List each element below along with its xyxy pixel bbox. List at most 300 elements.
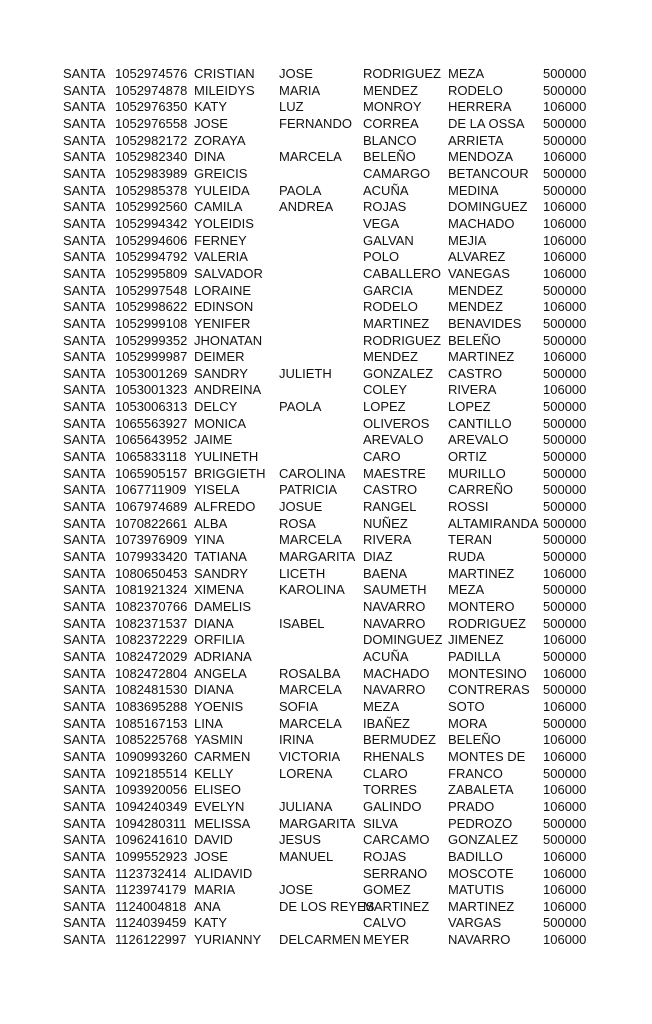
id-number-cell: 1070822661 <box>115 515 188 531</box>
municipality-cell: SANTA <box>63 332 106 348</box>
first-name-cell: YURIANNY <box>194 932 262 948</box>
id-number-cell: 1052999352 <box>115 332 188 348</box>
middle-name-cell: MARCELA <box>279 532 342 548</box>
amount-cell: 500000 <box>543 165 587 181</box>
amount-cell: 500000 <box>543 432 587 448</box>
second-surname-cell: TERAN <box>448 532 493 548</box>
first-surname-cell: NAVARRO <box>363 682 426 698</box>
first-surname-cell: ACUÑA <box>363 182 409 198</box>
municipality-cell: SANTA <box>63 465 106 481</box>
first-surname-cell: DOMINGUEZ <box>363 632 443 648</box>
middle-name-cell: MARCELA <box>279 715 342 731</box>
id-number-cell: 1053001269 <box>115 365 188 381</box>
middle-name-cell: MANUEL <box>279 848 334 864</box>
amount-cell: 106000 <box>543 565 587 581</box>
id-number-cell: 1052992560 <box>115 199 188 215</box>
municipality-cell: SANTA <box>63 648 106 664</box>
first-name-cell: DAMELIS <box>194 599 252 614</box>
municipality-cell: SANTA <box>63 99 106 115</box>
first-surname-cell: CASTRO <box>363 482 418 498</box>
id-number-cell: 1082472029 <box>115 648 188 664</box>
first-name-cell: CARMEN <box>194 748 251 764</box>
amount-cell: 500000 <box>543 599 587 614</box>
first-surname-cell: CALVO <box>363 915 407 931</box>
second-surname-cell: NAVARRO <box>448 932 511 948</box>
middle-name-cell: KAROLINA <box>279 582 345 598</box>
first-surname-cell: DIAZ <box>363 549 393 565</box>
municipality-cell: SANTA <box>63 432 106 448</box>
municipality-cell: SANTA <box>63 199 106 215</box>
first-surname-cell: NAVARRO <box>363 599 426 614</box>
amount-cell: 500000 <box>543 332 587 348</box>
first-surname-cell: MONROY <box>363 99 422 115</box>
second-surname-cell: RODELO <box>448 82 503 98</box>
first-name-cell: KATY <box>194 99 227 115</box>
first-name-cell: YASMIN <box>194 732 243 748</box>
id-number-cell: 1052982172 <box>115 132 188 148</box>
first-surname-cell: NAVARRO <box>363 615 426 631</box>
municipality-cell: SANTA <box>63 932 106 948</box>
amount-cell: 500000 <box>543 815 587 831</box>
first-surname-cell: SILVA <box>363 815 398 831</box>
middle-name-cell: ISABEL <box>279 615 325 631</box>
second-surname-cell: BELEÑO <box>448 332 501 348</box>
first-name-cell: MELISSA <box>194 815 251 831</box>
id-number-cell: 1124004818 <box>115 898 187 914</box>
first-name-cell: VALERIA <box>194 249 248 265</box>
middle-name-cell: ROSA <box>279 515 316 531</box>
amount-cell: 500000 <box>543 365 587 381</box>
middle-name-cell: LUZ <box>279 99 304 115</box>
first-surname-cell: ROJAS <box>363 199 407 215</box>
second-surname-cell: CASTRO <box>448 365 503 381</box>
municipality-cell: SANTA <box>63 882 106 898</box>
second-surname-cell: MOSCOTE <box>448 865 514 881</box>
municipality-cell: SANTA <box>63 815 106 831</box>
second-surname-cell: PRADO <box>448 798 495 814</box>
id-number-cell: 1099552923 <box>115 848 188 864</box>
municipality-cell: SANTA <box>63 715 106 731</box>
id-number-cell: 1065833118 <box>115 449 187 465</box>
first-name-cell: YOLEIDIS <box>194 215 254 231</box>
middle-name-cell: DE LOS REYES <box>279 898 375 914</box>
id-number-cell: 1092185514 <box>115 765 188 781</box>
middle-name-cell: JOSE <box>279 882 313 898</box>
first-surname-cell: RODRIGUEZ <box>363 332 441 348</box>
municipality-cell: SANTA <box>63 865 106 881</box>
amount-cell: 106000 <box>543 665 587 681</box>
first-surname-cell: MAESTRE <box>363 465 426 481</box>
municipality-cell: SANTA <box>63 249 106 265</box>
first-surname-cell: ACUÑA <box>363 648 409 664</box>
first-name-cell: SANDRY <box>194 565 248 581</box>
id-number-cell: 1052974576 <box>115 66 188 81</box>
amount-cell: 500000 <box>543 682 587 698</box>
amount-cell: 106000 <box>543 232 587 248</box>
first-name-cell: MONICA <box>194 415 246 431</box>
municipality-cell: SANTA <box>63 898 106 914</box>
municipality-cell: SANTA <box>63 149 106 165</box>
id-number-cell: 1052999108 <box>115 315 188 331</box>
middle-name-cell: LICETH <box>279 565 326 581</box>
amount-cell: 106000 <box>543 698 587 714</box>
municipality-cell: SANTA <box>63 499 106 515</box>
id-number-cell: 1067711909 <box>115 482 187 498</box>
municipality-cell: SANTA <box>63 349 106 365</box>
first-surname-cell: BAENA <box>363 565 408 581</box>
first-surname-cell: GONZALEZ <box>363 365 434 381</box>
municipality-cell: SANTA <box>63 782 106 798</box>
first-surname-cell: POLO <box>363 249 400 265</box>
middle-name-cell: PAOLA <box>279 399 322 415</box>
second-surname-cell: MARTINEZ <box>448 565 515 581</box>
second-surname-cell: MENDOZA <box>448 149 513 165</box>
amount-cell: 500000 <box>543 832 587 848</box>
first-name-cell: JOSE <box>194 115 228 131</box>
id-number-cell: 1124039459 <box>115 915 187 931</box>
id-number-cell: 1052995809 <box>115 265 188 281</box>
amount-cell: 500000 <box>543 132 587 148</box>
first-name-cell: ANDREINA <box>194 382 262 398</box>
first-name-cell: ALIDAVID <box>194 865 253 881</box>
first-name-cell: YISELA <box>194 482 240 498</box>
first-name-cell: SANDRY <box>194 365 248 381</box>
id-number-cell: 1094240349 <box>115 798 188 814</box>
second-surname-cell: MENDEZ <box>448 299 503 315</box>
amount-cell: 106000 <box>543 798 587 814</box>
first-name-cell: JOSE <box>194 848 228 864</box>
first-surname-cell: RODELO <box>363 299 418 315</box>
first-name-cell: CAMILA <box>194 199 243 215</box>
municipality-cell: SANTA <box>63 765 106 781</box>
second-surname-cell: ARRIETA <box>448 132 504 148</box>
second-surname-cell: CARREÑO <box>448 482 514 498</box>
first-name-cell: XIMENA <box>194 582 244 598</box>
amount-cell: 106000 <box>543 898 587 914</box>
municipality-cell: SANTA <box>63 915 106 931</box>
id-number-cell: 1052994342 <box>115 215 188 231</box>
amount-cell: 500000 <box>543 615 587 631</box>
first-name-cell: DINA <box>194 149 226 165</box>
municipality-cell: SANTA <box>63 848 106 864</box>
id-number-cell: 1065643952 <box>115 432 188 448</box>
first-surname-cell: NUÑEZ <box>363 515 408 531</box>
first-surname-cell: MARTINEZ <box>363 898 430 914</box>
amount-cell: 106000 <box>543 149 587 165</box>
second-surname-cell: RIVERA <box>448 382 497 398</box>
municipality-cell: SANTA <box>63 282 106 298</box>
second-surname-cell: MEDINA <box>448 182 499 198</box>
municipality-cell: SANTA <box>63 415 106 431</box>
middle-name-cell: MARCELA <box>279 149 342 165</box>
first-name-cell: KATY <box>194 915 227 931</box>
municipality-cell: SANTA <box>63 82 106 98</box>
first-name-cell: TATIANA <box>194 549 247 565</box>
second-surname-cell: MEZA <box>448 66 485 81</box>
id-number-cell: 1073976909 <box>115 532 188 548</box>
first-surname-cell: MACHADO <box>363 665 430 681</box>
id-number-cell: 1082481530 <box>115 682 188 698</box>
first-surname-cell: GARCIA <box>363 282 413 298</box>
second-surname-cell: MEZA <box>448 582 485 598</box>
first-surname-cell: CABALLERO <box>363 265 442 281</box>
id-number-cell: 1052994606 <box>115 232 188 248</box>
first-name-cell: YOENIS <box>194 698 244 714</box>
first-surname-cell: IBAÑEZ <box>363 715 410 731</box>
municipality-cell: SANTA <box>63 515 106 531</box>
amount-cell: 106000 <box>543 249 587 265</box>
amount-cell: 500000 <box>543 549 587 565</box>
middle-name-cell: FERNANDO <box>279 115 352 131</box>
municipality-cell: SANTA <box>63 599 106 614</box>
first-surname-cell: GALINDO <box>363 798 422 814</box>
amount-cell: 500000 <box>543 449 587 465</box>
amount-cell: 500000 <box>543 515 587 531</box>
amount-cell: 500000 <box>543 532 587 548</box>
first-surname-cell: CAMARGO <box>363 165 431 181</box>
middle-name-cell: JULIETH <box>279 365 332 381</box>
amount-cell: 106000 <box>543 882 587 898</box>
amount-cell: 106000 <box>543 748 587 764</box>
first-surname-cell: BERMUDEZ <box>363 732 436 748</box>
first-surname-cell: RHENALS <box>363 748 425 764</box>
amount-cell: 500000 <box>543 499 587 515</box>
first-name-cell: ADRIANA <box>194 648 252 664</box>
first-name-cell: LORAINE <box>194 282 252 298</box>
first-name-cell: GREICIS <box>194 165 248 181</box>
municipality-cell: SANTA <box>63 265 106 281</box>
first-surname-cell: COLEY <box>363 382 408 398</box>
municipality-cell: SANTA <box>63 565 106 581</box>
first-surname-cell: GOMEZ <box>363 882 411 898</box>
municipality-cell: SANTA <box>63 549 106 565</box>
first-surname-cell: RIVERA <box>363 532 412 548</box>
first-name-cell: JAIME <box>194 432 233 448</box>
id-number-cell: 1085167153 <box>115 715 188 731</box>
amount-cell: 106000 <box>543 299 587 315</box>
second-surname-cell: ZABALETA <box>448 782 514 798</box>
second-surname-cell: MONTES DE <box>448 748 526 764</box>
second-surname-cell: BADILLO <box>448 848 503 864</box>
first-name-cell: SALVADOR <box>194 265 263 281</box>
id-number-cell: 1083695288 <box>115 698 188 714</box>
first-name-cell: YULEIDA <box>194 182 250 198</box>
middle-name-cell: ANDREA <box>279 199 334 215</box>
municipality-cell: SANTA <box>63 665 106 681</box>
municipality-cell: SANTA <box>63 182 106 198</box>
first-surname-cell: BLANCO <box>363 132 417 148</box>
second-surname-cell: MATUTIS <box>448 882 505 898</box>
second-surname-cell: MACHADO <box>448 215 515 231</box>
municipality-cell: SANTA <box>63 365 106 381</box>
middle-name-cell: PATRICIA <box>279 482 338 498</box>
first-name-cell: ALFREDO <box>194 499 256 515</box>
amount-cell: 106000 <box>543 848 587 864</box>
first-surname-cell: MEZA <box>363 698 400 714</box>
first-surname-cell: OLIVEROS <box>363 415 430 431</box>
first-name-cell: ZORAYA <box>194 132 246 148</box>
amount-cell: 500000 <box>543 415 587 431</box>
second-surname-cell: ALVAREZ <box>448 249 506 265</box>
first-surname-cell: TORRES <box>363 782 417 798</box>
municipality-cell: SANTA <box>63 399 106 415</box>
id-number-cell: 1123732414 <box>115 865 187 881</box>
id-number-cell: 1052982340 <box>115 149 188 165</box>
id-number-cell: 1052976558 <box>115 115 188 131</box>
first-surname-cell: MARTINEZ <box>363 315 430 331</box>
second-surname-cell: BENAVIDES <box>448 315 522 331</box>
first-surname-cell: GALVAN <box>363 232 414 248</box>
middle-name-cell: DELCARMEN <box>279 932 361 948</box>
first-surname-cell: CORREA <box>363 115 419 131</box>
municipality-cell: SANTA <box>63 382 106 398</box>
first-name-cell: MARIA <box>194 882 236 898</box>
first-surname-cell: VEGA <box>363 215 400 231</box>
middle-name-cell: MARGARITA <box>279 549 356 565</box>
id-number-cell: 1053006313 <box>115 399 188 415</box>
second-surname-cell: GONZALEZ <box>448 832 519 848</box>
second-surname-cell: PADILLA <box>448 648 501 664</box>
municipality-cell: SANTA <box>63 698 106 714</box>
amount-cell: 500000 <box>543 482 587 498</box>
amount-cell: 106000 <box>543 382 587 398</box>
second-surname-cell: DE LA OSSA <box>448 115 525 131</box>
second-surname-cell: MONTERO <box>448 599 515 614</box>
middle-name-cell: MARCELA <box>279 682 342 698</box>
second-surname-cell: CANTILLO <box>448 415 512 431</box>
first-name-cell: JHONATAN <box>194 332 263 348</box>
middle-name-cell: CAROLINA <box>279 465 346 481</box>
second-surname-cell: MARTINEZ <box>448 898 515 914</box>
first-surname-cell: MENDEZ <box>363 349 418 365</box>
second-surname-cell: VANEGAS <box>448 265 510 281</box>
municipality-cell: SANTA <box>63 615 106 631</box>
id-number-cell: 1052985378 <box>115 182 188 198</box>
second-surname-cell: LOPEZ <box>448 399 491 415</box>
first-name-cell: EVELYN <box>194 798 245 814</box>
id-number-cell: 1052974878 <box>115 82 188 98</box>
amount-cell: 500000 <box>543 282 587 298</box>
amount-cell: 106000 <box>543 349 587 365</box>
amount-cell: 106000 <box>543 782 587 798</box>
id-number-cell: 1082372229 <box>115 632 188 648</box>
municipality-cell: SANTA <box>63 299 106 315</box>
middle-name-cell: JOSE <box>279 66 313 81</box>
first-surname-cell: CARO <box>363 449 401 465</box>
id-number-cell: 1081921324 <box>115 582 188 598</box>
first-name-cell: DIANA <box>194 615 234 631</box>
id-number-cell: 1052999987 <box>115 349 188 365</box>
middle-name-cell: JESUS <box>279 832 321 848</box>
second-surname-cell: MORA <box>448 715 487 731</box>
id-number-cell: 1080650453 <box>115 565 188 581</box>
amount-cell: 500000 <box>543 765 587 781</box>
second-surname-cell: MONTESINO <box>448 665 527 681</box>
first-surname-cell: CLARO <box>363 765 408 781</box>
municipality-cell: SANTA <box>63 232 106 248</box>
amount-cell: 500000 <box>543 648 587 664</box>
second-surname-cell: CONTRERAS <box>448 682 530 698</box>
first-surname-cell: MENDEZ <box>363 82 418 98</box>
first-name-cell: DAVID <box>194 832 233 848</box>
middle-name-cell: VICTORIA <box>279 748 341 764</box>
id-number-cell: 1065905157 <box>115 465 188 481</box>
middle-name-cell: SOFIA <box>279 698 319 714</box>
amount-cell: 500000 <box>543 66 587 81</box>
id-number-cell: 1052983989 <box>115 165 188 181</box>
municipality-cell: SANTA <box>63 798 106 814</box>
amount-cell: 500000 <box>543 915 587 931</box>
id-number-cell: 1094280311 <box>115 815 187 831</box>
amount-cell: 500000 <box>543 399 587 415</box>
second-surname-cell: SOTO <box>448 698 485 714</box>
middle-name-cell: MARGARITA <box>279 815 356 831</box>
middle-name-cell: MARIA <box>279 82 321 98</box>
second-surname-cell: DOMINGUEZ <box>448 199 528 215</box>
id-number-cell: 1052998622 <box>115 299 188 315</box>
id-number-cell: 1082370766 <box>115 599 188 614</box>
amount-cell: 106000 <box>543 865 587 881</box>
first-name-cell: YINA <box>194 532 225 548</box>
municipality-cell: SANTA <box>63 115 106 131</box>
id-number-cell: 1126122997 <box>115 932 187 948</box>
first-name-cell: ANA <box>194 898 221 914</box>
municipality-cell: SANTA <box>63 732 106 748</box>
first-surname-cell: RODRIGUEZ <box>363 66 441 81</box>
second-surname-cell: HERRERA <box>448 99 512 115</box>
first-name-cell: ALBA <box>194 515 228 531</box>
amount-cell: 106000 <box>543 932 587 948</box>
amount-cell: 500000 <box>543 582 587 598</box>
amount-cell: 500000 <box>543 465 587 481</box>
first-surname-cell: RANGEL <box>363 499 417 515</box>
id-number-cell: 1090993260 <box>115 748 188 764</box>
first-name-cell: BRIGGIETH <box>194 465 266 481</box>
amount-cell: 500000 <box>543 715 587 731</box>
id-number-cell: 1079933420 <box>115 549 188 565</box>
id-number-cell: 1052976350 <box>115 99 188 115</box>
id-number-cell: 1093920056 <box>115 782 188 798</box>
municipality-cell: SANTA <box>63 215 106 231</box>
first-surname-cell: LOPEZ <box>363 399 406 415</box>
second-surname-cell: ALTAMIRANDA <box>448 515 539 531</box>
second-surname-cell: JIMENEZ <box>448 632 504 648</box>
first-surname-cell: AREVALO <box>363 432 424 448</box>
municipality-cell: SANTA <box>63 66 106 81</box>
municipality-cell: SANTA <box>63 165 106 181</box>
first-name-cell: FERNEY <box>194 232 247 248</box>
first-name-cell: DEIMER <box>194 349 245 365</box>
amount-cell: 106000 <box>543 99 587 115</box>
amount-cell: 106000 <box>543 199 587 215</box>
first-surname-cell: SERRANO <box>363 865 428 881</box>
middle-name-cell: ROSALBA <box>279 665 341 681</box>
second-surname-cell: ORTIZ <box>448 449 487 465</box>
municipality-cell: SANTA <box>63 315 106 331</box>
first-name-cell: MILEIDYS <box>194 82 255 98</box>
municipality-cell: SANTA <box>63 132 106 148</box>
municipality-cell: SANTA <box>63 449 106 465</box>
first-name-cell: DIANA <box>194 682 234 698</box>
amount-cell: 106000 <box>543 215 587 231</box>
second-surname-cell: MURILLO <box>448 465 506 481</box>
amount-cell: 106000 <box>543 265 587 281</box>
first-name-cell: ANGELA <box>194 665 247 681</box>
first-name-cell: DELCY <box>194 399 238 415</box>
middle-name-cell: LORENA <box>279 765 333 781</box>
second-surname-cell: MENDEZ <box>448 282 503 298</box>
second-surname-cell: MARTINEZ <box>448 349 515 365</box>
